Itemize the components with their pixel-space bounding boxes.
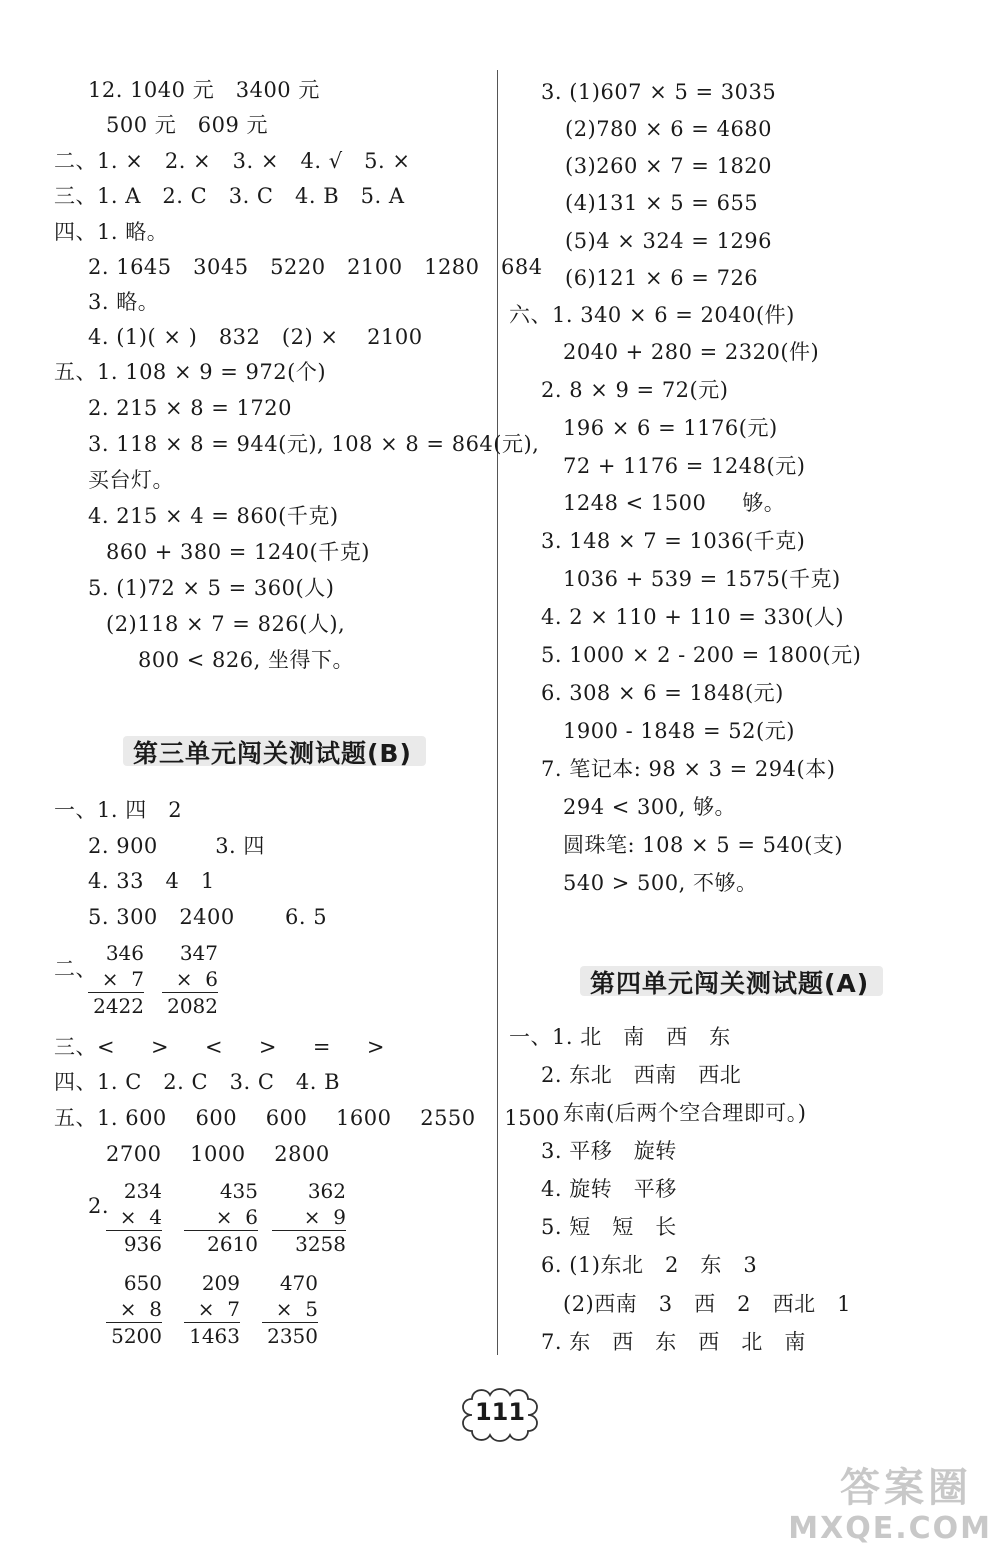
multiplier: × 4 — [119, 1205, 162, 1229]
answer-line: 5. 短 短 长 — [541, 1215, 677, 1239]
answer-line: 3. 平移 旋转 — [541, 1139, 677, 1163]
product: 1463 — [184, 1322, 240, 1349]
answer-line: 3. 118 × 8 = 944(元), 108 × 8 = 864(元), — [88, 432, 540, 456]
answer-line: (2)780 × 6 = 4680 — [565, 117, 773, 141]
vertical-multiplication — [106, 1270, 162, 1349]
multiplier: × 7 — [197, 1297, 240, 1321]
multiplicand: 347 — [179, 941, 218, 965]
multiplicand: 234 — [123, 1179, 162, 1203]
answer-line: 五、1. 600 600 600 1600 2550 1500 — [54, 1106, 560, 1130]
product: 2610 — [184, 1230, 258, 1257]
section-title — [133, 734, 412, 770]
answer-line: 买台灯。 — [88, 468, 174, 492]
multiplicand: 362 — [307, 1179, 346, 1203]
product: 2350 — [262, 1322, 318, 1349]
answer-line: 东南(后两个空合理即可。) — [563, 1101, 807, 1125]
answer-line: 294 < 300, 够。 — [563, 795, 736, 819]
answer-line: 4. 2 × 110 + 110 = 330(人) — [541, 605, 845, 629]
answer-line: 540 > 500, 不够。 — [563, 871, 758, 895]
answer-line: 4. (1)( × ) 832 (2) × 2100 — [88, 325, 423, 349]
answer-line: 7. 东 西 东 西 北 南 — [541, 1330, 806, 1354]
answer-line: 6. (1)东北 2 东 3 — [541, 1253, 758, 1277]
answer-line: 6. 308 × 6 = 1848(元) — [541, 681, 784, 705]
product: 5200 — [106, 1322, 162, 1349]
watermark-url: MXQE.COM — [788, 1511, 992, 1546]
answer-line: 2. 900 3. 四 — [88, 834, 265, 858]
multiplier: × 6 — [215, 1205, 258, 1229]
answer-line: 1036 + 539 = 1575(千克) — [563, 567, 841, 591]
answer-line: 一、1. 北 南 西 东 — [509, 1025, 731, 1049]
answer-line: 2. 215 × 8 = 1720 — [88, 396, 292, 420]
answer-line: 圆珠笔: 108 × 5 = 540(支) — [563, 833, 844, 857]
answer-line: 500 元 609 元 — [106, 113, 269, 137]
page-number: 111 — [474, 1398, 526, 1426]
answer-line: 4. 33 4 1 — [88, 869, 215, 893]
product: 3258 — [272, 1230, 346, 1257]
answer-line: 一、1. 四 2 — [54, 798, 183, 822]
answer-line: (2)西南 3 西 2 西北 1 — [563, 1292, 851, 1316]
multiplier: × 8 — [119, 1297, 162, 1321]
multiplicand: 346 — [105, 941, 144, 965]
answer-line: 3. 148 × 7 = 1036(千克) — [541, 529, 806, 553]
multiplicand: 470 — [279, 1271, 318, 1295]
multiplicand: 650 — [123, 1271, 162, 1295]
answer-line: 五、1. 108 × 9 = 972(个) — [54, 360, 327, 384]
answer-line: 二、 — [54, 957, 97, 981]
section-title — [590, 964, 869, 1000]
answer-line: 四、1. 略。 — [54, 220, 169, 244]
answer-line: 1248 < 1500 够。 — [563, 491, 786, 515]
multiplier: × 6 — [175, 967, 218, 991]
answer-line: 4. 旋转 平移 — [541, 1177, 677, 1201]
answer-line: (4)131 × 5 = 655 — [565, 191, 759, 215]
answer-line: 三、1. A 2. C 3. C 4. B 5. A — [54, 184, 405, 208]
product: 936 — [106, 1230, 162, 1257]
answer-line: 2. 东北 西南 西北 — [541, 1063, 742, 1087]
answer-line: 12. 1040 元 3400 元 — [88, 78, 320, 102]
multiplicand: 209 — [201, 1271, 240, 1295]
answer-line: 860 + 380 = 1240(千克) — [106, 540, 370, 564]
vertical-multiplication — [272, 1178, 346, 1257]
answer-line: 4. 215 × 4 = 860(千克) — [88, 504, 339, 528]
answer-line: 5. 300 2400 6. 5 — [88, 905, 328, 929]
vertical-multiplication — [184, 1178, 258, 1257]
answer-line: 7. 笔记本: 98 × 3 = 294(本) — [541, 757, 836, 781]
answer-line: 5. 1000 × 2 - 200 = 1800(元) — [541, 643, 862, 667]
vertical-multiplication — [162, 940, 218, 1019]
answer-line: 2. 8 × 9 = 72(元) — [541, 378, 729, 402]
answer-line: 800 < 826, 坐得下。 — [138, 648, 354, 672]
product: 2422 — [88, 992, 144, 1019]
product: 2082 — [162, 992, 218, 1019]
multiplicand: 435 — [219, 1179, 258, 1203]
answer-line: (5)4 × 324 = 1296 — [565, 229, 773, 253]
answer-line: 196 × 6 = 1176(元) — [563, 416, 778, 440]
page-number-badge — [452, 1385, 548, 1445]
answer-line: 2. — [88, 1194, 110, 1218]
answer-line: (6)121 × 6 = 726 — [565, 266, 759, 290]
multiplier: × 5 — [275, 1297, 318, 1321]
watermark-logo: 答案圈 — [840, 1465, 972, 1511]
answer-line: 四、1. C 2. C 3. C 4. B — [54, 1070, 341, 1094]
answer-line: 2700 1000 2800 — [106, 1142, 330, 1166]
vertical-multiplication — [88, 940, 144, 1019]
section-title-text: 第四单元闯关测试题(A) — [590, 969, 870, 998]
answer-line: 5. (1)72 × 5 = 360(人) — [88, 576, 335, 600]
answer-line: 1900 - 1848 = 52(元) — [563, 719, 795, 743]
answer-line: 三、< > < > = > — [54, 1035, 385, 1059]
answer-line: 2. 1645 3045 5220 2100 1280 684 — [88, 255, 543, 279]
section-title-text: 第三单元闯关测试题(B) — [133, 739, 412, 768]
vertical-multiplication — [262, 1270, 318, 1349]
answer-line: 3. 略。 — [88, 290, 160, 314]
answer-line: 六、1. 340 × 6 = 2040(件) — [509, 303, 795, 327]
multiplier: × 7 — [101, 967, 144, 991]
answer-line: 72 + 1176 = 1248(元) — [563, 454, 806, 478]
watermark — [742, 1456, 992, 1546]
answer-line: 二、1. × 2. × 3. × 4. √ 5. × — [54, 149, 411, 173]
vertical-multiplication — [184, 1270, 240, 1349]
answer-line: 2040 + 280 = 2320(件) — [563, 340, 820, 364]
answer-line: (3)260 × 7 = 1820 — [565, 154, 773, 178]
vertical-multiplication — [106, 1178, 162, 1257]
answer-line: 3. (1)607 × 5 = 3035 — [541, 80, 777, 104]
multiplier: × 9 — [303, 1205, 346, 1229]
answer-line: (2)118 × 7 = 826(人), — [106, 612, 346, 636]
